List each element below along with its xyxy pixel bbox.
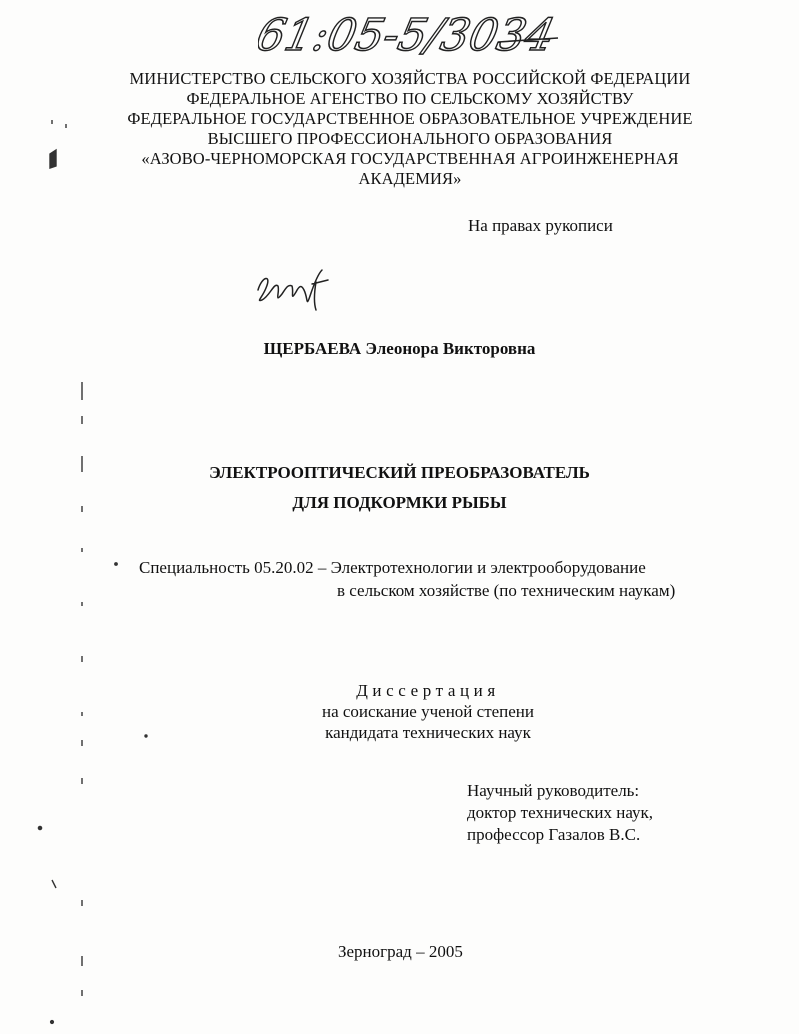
rights-note: На правах рукописи [468,216,613,235]
specialty-line-1: Специальность 05.20.02 – Электротехнологии и электрооборудование [139,558,646,577]
dissertation-block [0,680,799,743]
supervisor-name: профессор Газалов В.С. [467,825,641,844]
author-name: ЩЕРБАЕВА Элеонора Викторовна [263,339,536,358]
city-year: Зерноград – 2005 [338,942,463,961]
ministry-header [100,69,720,189]
archive-number-text: 61:05-5/3034 [258,10,560,61]
header-line: АКАДЕМИЯ» [358,169,462,188]
header-line: ФЕДЕРАЛЬНОЕ АГЕНСТВО ПО СЕЛЬСКОМУ ХОЗЯЙСТВУ [186,89,634,108]
title-line-2: ДЛЯ ПОДКОРМКИ РЫБЫ [292,493,507,512]
supervisor-label: Научный руководитель: [467,781,640,800]
header-line: МИНИСТЕРСТВО СЕЛЬСКОГО ХОЗЯЙСТВА РОССИЙСКОЙ ФЕДЕРАЦИИ [129,69,691,88]
degree-line: на соискание ученой степени [321,702,535,721]
archive-number-drawing [258,4,578,62]
title-line-1: ЭЛЕКТРООПТИЧЕСКИЙ ПРЕОБРАЗОВАТЕЛЬ [209,463,590,482]
supervisor-degree: доктор технических наук, [467,803,654,822]
author-signature [252,262,336,314]
header-line: «АЗОВО-ЧЕРНОМОРСКАЯ ГОСУДАРСТВЕННАЯ АГРОИНЖЕНЕРНАЯ [141,149,679,168]
specialty-line-2: в сельском хозяйстве (по техническим наукам) [337,581,676,600]
degree-name: кандидата технических наук [325,723,531,742]
dissertation-word: Диссертация [356,681,500,700]
archive-number-handwritten [258,4,578,62]
header-line: ФЕДЕРАЛЬНОЕ ГОСУДАРСТВЕННОЕ ОБРАЗОВАТЕЛЬНОЕ УЧРЕЖДЕНИЕ [127,109,693,128]
dissertation-title [0,458,799,518]
supervisor-block [467,780,653,846]
signature-drawing [252,262,336,314]
header-line: ВЫСШЕГО ПРОФЕССИОНАЛЬНОГО ОБРАЗОВАНИЯ [207,129,613,148]
